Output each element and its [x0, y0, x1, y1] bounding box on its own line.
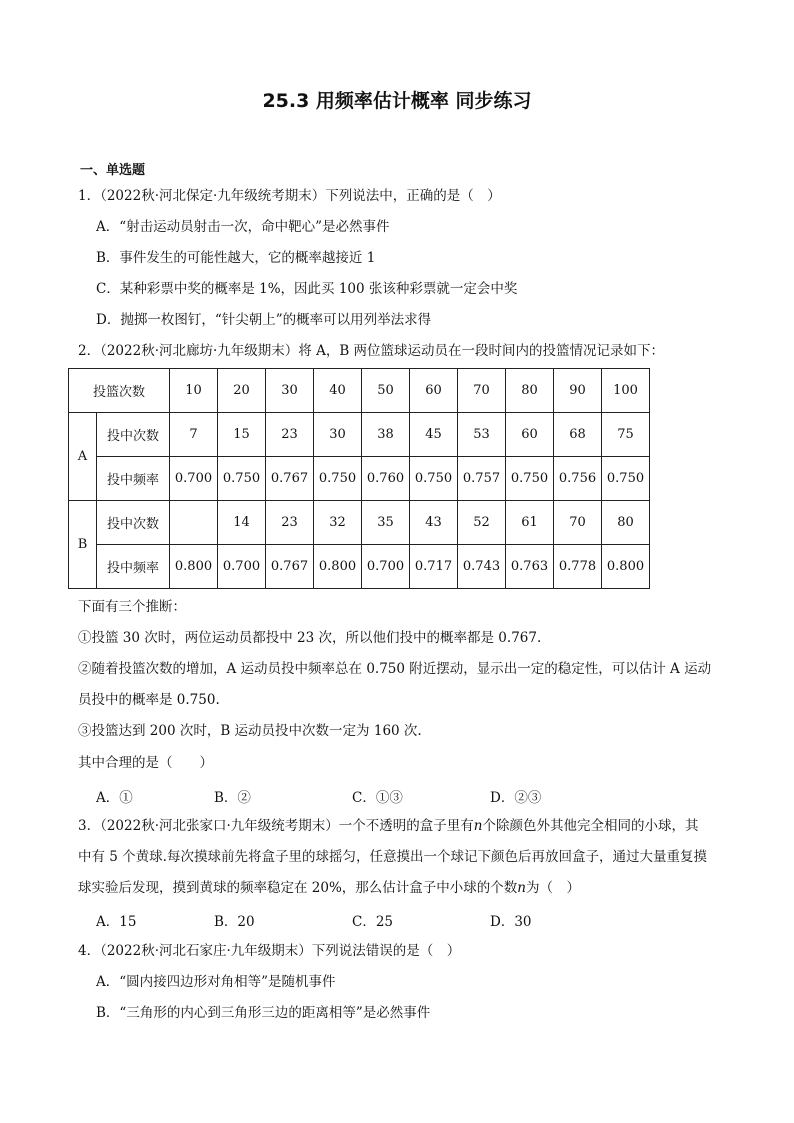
table-cell: 23	[266, 501, 314, 545]
table-cell: 0.750	[506, 457, 554, 501]
table-row	[69, 545, 650, 589]
table-cell: 35	[362, 501, 410, 545]
variable-n: n	[517, 880, 526, 896]
question-3-line-1	[78, 817, 698, 835]
group-label-a: A	[69, 413, 97, 501]
question-2-choice-a: A．①	[96, 790, 133, 806]
table-cell: 0.778	[554, 545, 602, 589]
inference-intro: 下面有三个推断：	[78, 599, 186, 615]
table-row	[69, 413, 650, 457]
table-cell	[170, 501, 218, 545]
table-cell: 90	[554, 369, 602, 413]
question-3-text: 球实验后发现，摸到黄球的频率稳定在 20%，那么估计盒子中小球的个数	[78, 880, 518, 896]
table-cell: 43	[410, 501, 458, 545]
question-1-option-a: A．“射击运动员射击一次，命中靶心”是必然事件	[96, 219, 390, 235]
table-cell: 70	[458, 369, 506, 413]
question-2-stem: 2．（2022秋·河北廊坊·九年级期末）将 A，B 两位篮球运动员在一段时间内的投篮情况记录如下：	[78, 343, 665, 359]
table-cell: 0.800	[170, 545, 218, 589]
table-cell: 0.800	[602, 545, 650, 589]
question-3-choice-d: D．30	[490, 914, 532, 930]
question-2-choice-c: C．①③	[352, 790, 403, 806]
row-label: 投中频率	[97, 457, 170, 501]
table-cell: 0.767	[266, 545, 314, 589]
table-cell: 60	[410, 369, 458, 413]
row-label: 投中次数	[97, 501, 170, 545]
question-3-text: 3．（2022秋·河北张家口·九年级统考期末）一个不透明的盒子里有	[78, 818, 474, 834]
table-cell: 75	[602, 413, 650, 457]
table-row	[69, 457, 650, 501]
table-cell: 53	[458, 413, 506, 457]
question-1-option-b: B．事件发生的可能性越大，它的概率越接近 1	[96, 250, 376, 266]
inference-2: ②随着投篮次数的增加，A 运动员投中频率总在 0.750 附近摆动，显示出一定的稳定性，可以估计 A 运动	[78, 661, 712, 677]
table-cell: 15	[218, 413, 266, 457]
table-cell: 0.700	[362, 545, 410, 589]
table-cell: 0.757	[458, 457, 506, 501]
table-cell: 0.756	[554, 457, 602, 501]
table-cell: 0.750	[602, 457, 650, 501]
question-2-prompt: 其中合理的是（ ）	[78, 755, 213, 771]
table-cell: 0.717	[410, 545, 458, 589]
table-cell: 80	[506, 369, 554, 413]
question-4-stem: 4．（2022秋·河北石家庄·九年级期末）下列说法错误的是（ ）	[78, 943, 461, 959]
table-header-row	[69, 369, 650, 413]
table-cell: 0.750	[314, 457, 362, 501]
question-4-option-b: B．“三角形的内心到三角形三边的距离相等”是必然事件	[96, 1005, 431, 1021]
question-1-stem: 1．（2022秋·河北保定·九年级统考期末）下列说法中，正确的是（ ）	[78, 188, 501, 204]
table-cell: 0.760	[362, 457, 410, 501]
table-cell: 68	[554, 413, 602, 457]
variable-n: n	[473, 818, 483, 834]
table-cell: 52	[458, 501, 506, 545]
table-cell: 61	[506, 501, 554, 545]
table-cell: 0.763	[506, 545, 554, 589]
question-3-choice-c: C．25	[352, 914, 394, 930]
table-cell: 50	[362, 369, 410, 413]
shooting-record-table	[68, 368, 650, 589]
section-heading: 一、单选题	[80, 163, 146, 178]
table-cell: 40	[314, 369, 362, 413]
table-cell: 20	[218, 369, 266, 413]
inference-1: ①投篮 30 次时，两位运动员都投中 23 次，所以他们投中的概率都是 0.767.	[78, 630, 542, 646]
question-3-choice-b: B．20	[214, 914, 255, 930]
table-cell: 0.750	[218, 457, 266, 501]
table-cell: 0.767	[266, 457, 314, 501]
question-3-line-2: 中有 5 个黄球.每次摸球前先将盒子里的球摇匀，任意摸出一个球记下颜色后再放回盒子，通过大量重复摸	[78, 849, 707, 865]
inference-2-continued: 员投中的概率是 0.750.	[78, 692, 220, 708]
table-cell: 7	[170, 413, 218, 457]
table-cell: 0.700	[170, 457, 218, 501]
question-2-choice-b: B．②	[214, 790, 251, 806]
table-cell: 38	[362, 413, 410, 457]
row-label: 投中次数	[97, 413, 170, 457]
table-cell: 30	[266, 369, 314, 413]
table-cell: 10	[170, 369, 218, 413]
table-cell: 100	[602, 369, 650, 413]
table-cell: 60	[506, 413, 554, 457]
question-1-option-c: C．某种彩票中奖的概率是 1%，因此买 100 张该种彩票就一定会中奖	[96, 281, 518, 297]
question-3-text: 为（ ）	[526, 880, 580, 896]
question-3-choice-a: A．15	[96, 914, 137, 930]
row-label: 投中频率	[97, 545, 170, 589]
table-cell: 30	[314, 413, 362, 457]
table-cell: 32	[314, 501, 362, 545]
question-3-text: 个除颜色外其他完全相同的小球，其	[482, 818, 699, 834]
question-2-choice-d: D．②③	[490, 790, 542, 806]
table-cell: 80	[602, 501, 650, 545]
table-cell: 0.700	[218, 545, 266, 589]
question-1-option-d: D．抛掷一枚图钉，“针尖朝上”的概率可以用列举法求得	[96, 312, 432, 328]
table-cell: 0.743	[458, 545, 506, 589]
table-cell: 23	[266, 413, 314, 457]
table-cell: 45	[410, 413, 458, 457]
table-cell: 70	[554, 501, 602, 545]
group-label-b: B	[69, 501, 97, 589]
inference-3: ③投篮达到 200 次时，B 运动员投中次数一定为 160 次.	[78, 723, 422, 739]
table-cell: 14	[218, 501, 266, 545]
question-3-line-3	[78, 879, 580, 897]
table-cell: 0.800	[314, 545, 362, 589]
page-title: 25.3 用频率估计概率 同步练习	[262, 90, 532, 112]
table-header-label: 投篮次数	[69, 369, 170, 413]
question-4-option-a: A．“圆内接四边形对角相等”是随机事件	[96, 974, 336, 990]
table-row	[69, 501, 650, 545]
table-cell: 0.750	[410, 457, 458, 501]
